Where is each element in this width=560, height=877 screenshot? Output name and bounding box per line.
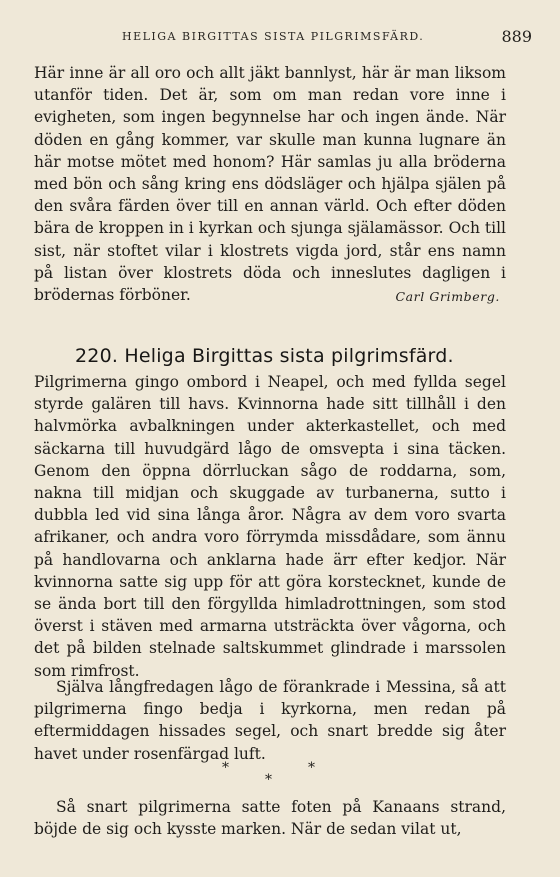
separator-star-right: *: [308, 760, 315, 776]
author-signature: Carl Grimberg.: [395, 289, 500, 304]
section-separator: [222, 760, 326, 790]
page-number: 889: [501, 27, 532, 46]
paragraph-3-text: Så snart pilgrimerna satte foten på Kanaans strand, böjde de sig och kysste marken. När de sedan vilat ut,: [34, 798, 506, 839]
intro-paragraph: Här inne är all oro och allt jäkt bannlyst, här är man liksom utanför tiden. Det är, som om man redan vore inne i evigheten, som ingen begynnelse har och ingen ände. När döden en gång kommer, var skulle man kunna lugnare än här motse mötet med honom? Här samlas ju alla bröderna med bön och sång kring ens dödsläger och hjälpa själen på den svåra färden över till en annan värld. Och efter döden bära de kroppen in i kyrkan och sjunga själamässor. Och till sist, när stoftet vilar i klostrets vigda jord, står ens namn på listan över klostrets döda och inneslutes dagligen i brödernas förböner.: [34, 64, 506, 305]
separator-star-left: *: [222, 760, 229, 776]
paragraph-1-text: Pilgrimerna gingo ombord i Neapel, och med fyllda segel styrde galären till havs. Kvinnorna hade sitt tillhåll i den halvmörka avbalkningen under akterkastellet, och med säckarna till huvudgärd lågo de omsvepta i sina täcken. Genom den öppna dörrluckan sågo de roddarna, som, nakna till midjan och skuggade av turbanerna, sutto i dubbla led vid sina långa åror. Några av dem voro svarta afrikaner, och andra voro förrymda missdådare, som ännu på handlovarna och anklarna hade ärr efter kedjor. När kvinnorna satte sig upp för att göra korstecknet, kunde de se ända bort till den förgyllda himladrottningen, som stod överst i stäven med armarna utsträckta över vågorna, och det på bilden stelnade saltskummet glindrade i marssolen som rimfrost.: [34, 373, 506, 680]
running-head: HELIGA BIRGITTAS SISTA PILGRIMSFÄRD.: [122, 30, 425, 43]
section-paragraph-2: [34, 676, 506, 765]
separator-star-center: *: [265, 772, 272, 788]
section-paragraph-1: [34, 371, 506, 682]
intro-text-block: [34, 62, 506, 306]
paragraph-2-text: Själva långfredagen lågo de förankrade i Messina, så att pilgrimerna fingo bedja i kyrkorna, men redan på eftermiddagen hissades segel, och snart bredde sig åter havet under rosenfärgad luft.: [34, 678, 506, 763]
section-title: 220. Heliga Birgittas sista pilgrimsfärd.: [75, 345, 454, 367]
section-paragraph-3: [34, 796, 506, 840]
